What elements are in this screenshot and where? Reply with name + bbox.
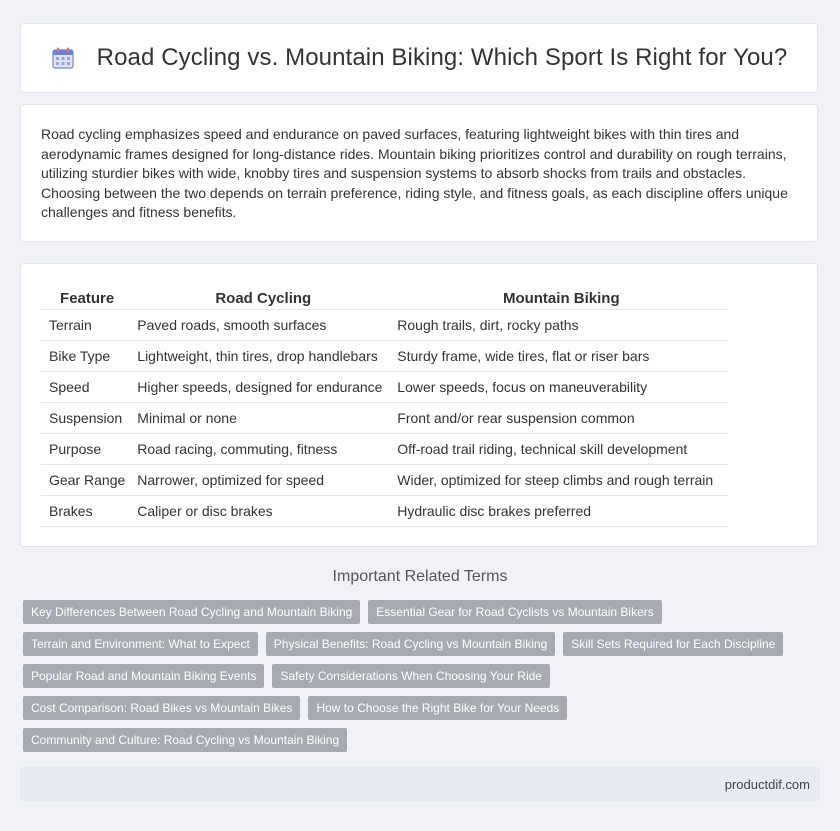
- table-cell: Hydraulic disc brakes preferred: [393, 496, 729, 527]
- table-cell: Gear Range: [41, 465, 133, 496]
- related-term-tag[interactable]: Safety Considerations When Choosing Your Ride: [272, 664, 550, 688]
- table-cell: Front and/or rear suspension common: [393, 403, 729, 434]
- table-cell: Narrower, optimized for speed: [133, 465, 393, 496]
- table-cell: Lower speeds, focus on maneuverability: [393, 372, 729, 403]
- related-term-tag[interactable]: Key Differences Between Road Cycling and Mountain Biking: [23, 600, 360, 624]
- tag-row: [23, 728, 813, 752]
- tag-row: [23, 632, 813, 656]
- page-title: Road Cycling vs. Mountain Biking: Which Sport Is Right for You?: [96, 44, 788, 71]
- column-header-feature: Feature: [41, 287, 133, 310]
- page-footer: [20, 767, 820, 801]
- column-header-mountain-biking: Mountain Biking: [393, 287, 729, 310]
- table-cell: Brakes: [41, 496, 133, 527]
- comparison-card: [20, 263, 818, 547]
- related-term-tag[interactable]: How to Choose the Right Bike for Your Needs: [308, 696, 567, 720]
- comparison-table: [41, 287, 729, 527]
- table-cell: Terrain: [41, 310, 133, 341]
- tag-row: [23, 696, 813, 720]
- table-cell: Caliper or disc brakes: [133, 496, 393, 527]
- page-header: [20, 23, 818, 93]
- column-header-road-cycling: Road Cycling: [133, 287, 393, 310]
- intro-text: Road cycling emphasizes speed and endurance on paved surfaces, featuring lightweight bikes with thin tires and aerodynamic frames designed for long-distance rides. Mountain biking prioritizes control and durability on rough terrains, utilizing sturdier bikes with wide, knobby tires and suspension systems to absorb shocks from trails and obstacles. Choosing between the two depends on terrain preference, riding style, and fitness goals, as each discipline offers unique challenges and fitness benefits.: [41, 126, 788, 220]
- table-cell: Speed: [41, 372, 133, 403]
- table-cell: Suspension: [41, 403, 133, 434]
- table-cell: Purpose: [41, 434, 133, 465]
- related-term-tag[interactable]: Skill Sets Required for Each Discipline: [563, 632, 783, 656]
- related-term-tag[interactable]: Popular Road and Mountain Biking Events: [23, 664, 264, 688]
- table-cell: Rough trails, dirt, rocky paths: [393, 310, 729, 341]
- related-terms-list: [23, 600, 813, 760]
- table-row: [41, 341, 729, 372]
- related-terms-title: Important Related Terms: [332, 568, 508, 585]
- table-row: [41, 403, 729, 434]
- related-term-tag[interactable]: Physical Benefits: Road Cycling vs Mountain Biking: [266, 632, 555, 656]
- table-cell: Paved roads, smooth surfaces: [133, 310, 393, 341]
- related-term-tag[interactable]: Community and Culture: Road Cycling vs Mountain Biking: [23, 728, 347, 752]
- table-cell: Road racing, commuting, fitness: [133, 434, 393, 465]
- table-row: [41, 465, 729, 496]
- related-term-tag[interactable]: Cost Comparison: Road Bikes vs Mountain Bikes: [23, 696, 300, 720]
- table-cell: Sturdy frame, wide tires, flat or riser bars: [393, 341, 729, 372]
- table-row: [41, 310, 729, 341]
- intro-card: [20, 104, 818, 242]
- tag-row: [23, 664, 813, 688]
- table-cell: Bike Type: [41, 341, 133, 372]
- table-cell: Off-road trail riding, technical skill development: [393, 434, 729, 465]
- table-cell: Higher speeds, designed for endurance: [133, 372, 393, 403]
- footer-site-name[interactable]: productdif.com: [724, 776, 810, 792]
- table-cell: Minimal or none: [133, 403, 393, 434]
- related-term-tag[interactable]: Terrain and Environment: What to Expect: [23, 632, 258, 656]
- table-header-row: [41, 287, 729, 310]
- tag-row: [23, 600, 813, 624]
- table-cell: Wider, optimized for steep climbs and rough terrain: [393, 465, 729, 496]
- table-cell: Lightweight, thin tires, drop handlebars: [133, 341, 393, 372]
- calendar-icon: [51, 46, 75, 70]
- related-term-tag[interactable]: Essential Gear for Road Cyclists vs Mountain Bikers: [368, 600, 661, 624]
- table-row: [41, 434, 729, 465]
- table-row: [41, 496, 729, 527]
- table-row: [41, 372, 729, 403]
